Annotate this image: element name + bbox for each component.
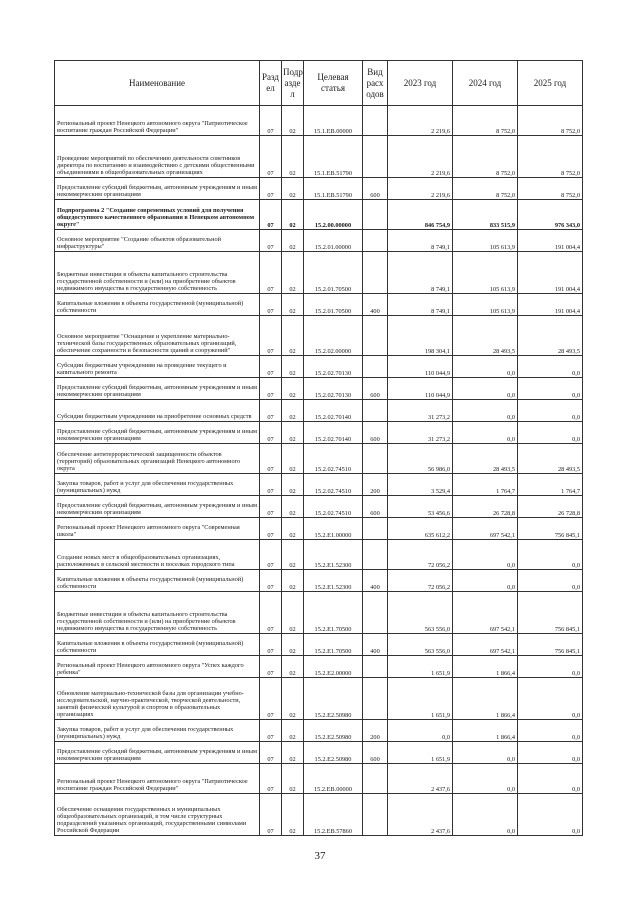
row-target: 15.2.01.70500 [304,252,363,294]
row-podrazdel: 02 [282,540,304,570]
table-row [55,444,583,474]
row-podrazdel: 02 [282,742,304,764]
table-row [55,422,583,444]
row-vid: 400 [363,570,388,592]
page-number: 37 [314,850,326,862]
row-podrazdel: 02 [282,316,304,356]
row-2023: 2 437,6 [388,794,453,836]
row-vid [363,136,388,178]
row-2024: 8 752,0 [453,136,518,178]
row-name: Обеспечение оснащения государственных и муниципальных общеобразовательных организаций, в том числе структурных подразделений указанных организаций, государственными символами Российской Федерации [55,794,260,836]
row-2024: 1 764,7 [453,474,518,496]
row-2024: 0,0 [453,742,518,764]
row-2024: 0,0 [453,378,518,400]
row-name: Бюджетные инвестиции в объекты капитального строительства государственной собственности и (или) на приобретение объектов недвижимого имущества в государственную собственность [55,252,260,294]
row-vid [363,678,388,720]
row-2025: 26 728,8 [518,496,583,518]
row-2023: 8 749,1 [388,230,453,252]
row-2025: 0,0 [518,540,583,570]
row-razdel: 07 [260,474,282,496]
row-2024: 105 613,9 [453,294,518,316]
row-podrazdel: 02 [282,252,304,294]
header-podrazdel: Подр азде л [282,61,304,106]
row-2024: 26 728,8 [453,496,518,518]
row-2025: 0,0 [518,764,583,794]
row-2025: 0,0 [518,656,583,678]
row-2024: 105 613,9 [453,230,518,252]
row-2025: 0,0 [518,356,583,378]
row-2023: 563 556,0 [388,634,453,656]
row-2024: 697 542,1 [453,634,518,656]
row-podrazdel: 02 [282,200,304,230]
row-vid: 600 [363,378,388,400]
table-row [55,474,583,496]
table-row [55,496,583,518]
table-row [55,200,583,230]
row-vid [363,794,388,836]
row-podrazdel: 02 [282,764,304,794]
row-2023: 2 219,6 [388,178,453,200]
table-row [55,518,583,540]
row-vid [363,764,388,794]
row-podrazdel: 02 [282,230,304,252]
row-2024: 0,0 [453,540,518,570]
table-row [55,356,583,378]
row-podrazdel: 02 [282,178,304,200]
row-razdel: 07 [260,678,282,720]
table-row [55,178,583,200]
row-name: Создание новых мест в общеобразовательных организациях, расположенных в сельской местности и поселках городского типа [55,540,260,570]
row-vid [363,316,388,356]
row-2025: 0,0 [518,742,583,764]
row-name: Предоставление субсидий бюджетным, автономным учреждениям и иным некоммерческим организациям [55,378,260,400]
row-target: 15.2.02.70140 [304,422,363,444]
header-name: Наименование [55,61,260,106]
row-name: Капитальные вложения в объекты государственной (муниципальной) собственности [55,634,260,656]
header-razdel: Разд ел [260,61,282,106]
row-2023: 110 044,9 [388,378,453,400]
row-vid [363,540,388,570]
table-row [55,316,583,356]
row-2023: 635 612,2 [388,518,453,540]
table-row [55,678,583,720]
row-2025: 976 343,0 [518,200,583,230]
row-2024: 833 515,9 [453,200,518,230]
row-2023: 198 304,1 [388,316,453,356]
row-2024: 28 493,5 [453,316,518,356]
row-razdel: 07 [260,356,282,378]
row-2023: 56 986,0 [388,444,453,474]
row-2025: 28 493,5 [518,444,583,474]
row-vid [363,356,388,378]
row-razdel: 07 [260,178,282,200]
row-2024: 0,0 [453,400,518,422]
row-name: Субсидии бюджетным учреждениям на проведение текущего и капитального ремонта [55,356,260,378]
row-podrazdel: 02 [282,422,304,444]
row-razdel: 07 [260,316,282,356]
table-row [55,764,583,794]
row-razdel: 07 [260,592,282,634]
row-2025: 8 752,0 [518,136,583,178]
table-row [55,230,583,252]
row-2024: 0,0 [453,570,518,592]
row-2024: 105 613,9 [453,252,518,294]
row-2024: 0,0 [453,794,518,836]
table-row [55,720,583,742]
row-podrazdel: 02 [282,570,304,592]
row-vid [363,592,388,634]
row-name: Обеспечение антитеррористической защищенности объектов (территорий) образовательных организаций Ненецкого автономного округа [55,444,260,474]
header-target: Целевая статья [304,61,363,106]
budget-table-page [54,60,582,836]
row-2025: 756 845,1 [518,634,583,656]
row-vid [363,400,388,422]
row-target: 15.2.E2.50980 [304,678,363,720]
row-vid: 200 [363,474,388,496]
row-vid: 600 [363,496,388,518]
row-2025: 0,0 [518,720,583,742]
row-name: Региональный проект Ненецкого автономного округа "Патриотическое воспитание граждан Российской Федерации" [55,106,260,136]
row-2023: 2 219,6 [388,136,453,178]
budget-table [54,60,583,836]
row-target: 15.1.EB.00000 [304,106,363,136]
row-podrazdel: 02 [282,136,304,178]
row-2024: 28 493,5 [453,444,518,474]
row-razdel: 07 [260,540,282,570]
row-2025: 1 764,7 [518,474,583,496]
row-podrazdel: 02 [282,720,304,742]
row-target: 15.2.02.00000 [304,316,363,356]
row-2024: 1 866,4 [453,720,518,742]
row-2025: 0,0 [518,400,583,422]
row-target: 15.2.01.70500 [304,294,363,316]
row-podrazdel: 02 [282,678,304,720]
row-razdel: 07 [260,378,282,400]
row-2025: 0,0 [518,678,583,720]
table-header-row [55,61,583,106]
row-target: 15.2.02.74510 [304,444,363,474]
row-razdel: 07 [260,252,282,294]
row-name: Основное мероприятие "Создание объектов образовательной инфраструктуры" [55,230,260,252]
row-vid [363,230,388,252]
row-name: Субсидии бюджетным учреждениям на приобретение основных средств [55,400,260,422]
row-name: Основное мероприятие "Оснащение и укрепление материально-технической базы государственных образовательных организаций, обеспечение сохранности и безопасности зданий и сооружений" [55,316,260,356]
row-2023: 2 437,6 [388,764,453,794]
table-row [55,634,583,656]
row-target: 15.2.E1.70500 [304,592,363,634]
row-name: Предоставление субсидий бюджетным, автономным учреждениям и иным некоммерческим организациям [55,742,260,764]
row-2024: 697 542,1 [453,592,518,634]
table-row [55,106,583,136]
row-target: 15.2.02.70140 [304,400,363,422]
row-2025: 756 845,1 [518,592,583,634]
table-row [55,540,583,570]
table-body [55,106,583,836]
row-2025: 191 004,4 [518,230,583,252]
row-2023: 110 044,9 [388,356,453,378]
row-podrazdel: 02 [282,400,304,422]
row-vid [363,656,388,678]
row-vid [363,444,388,474]
row-razdel: 07 [260,400,282,422]
row-2023: 53 456,6 [388,496,453,518]
row-target: 15.2.E1.52300 [304,540,363,570]
row-podrazdel: 02 [282,656,304,678]
row-name: Региональный проект Ненецкого автономного округа "Современная школа" [55,518,260,540]
table-row [55,592,583,634]
row-razdel: 07 [260,570,282,592]
row-target: 15.2.01.00000 [304,230,363,252]
row-vid: 600 [363,742,388,764]
row-name: Закупка товаров, работ и услуг для обеспечения государственных (муниципальных) нужд [55,474,260,496]
row-2024: 0,0 [453,764,518,794]
header-2024: 2024 год [453,61,518,106]
row-vid [363,200,388,230]
row-podrazdel: 02 [282,356,304,378]
row-target: 15.2.02.74510 [304,496,363,518]
row-target: 15.2.E2.50980 [304,720,363,742]
row-2024: 0,0 [453,422,518,444]
row-podrazdel: 02 [282,634,304,656]
table-row [55,570,583,592]
row-target: 15.2.EB.00000 [304,764,363,794]
row-name: Проведение мероприятий по обеспечению деятельности советников директора по воспитанию и взаимодействию с детскими общественными объединениями в общеобразовательных организациях [55,136,260,178]
row-2024: 8 752,0 [453,106,518,136]
row-name: Обновление материально-технической базы для организации учебно-исследовательской, научно-практической, творческой деятельности, занятий физической культурой и спортом в образовательных организациях [55,678,260,720]
table-row [55,136,583,178]
row-target: 15.2.E1.52300 [304,570,363,592]
row-vid: 400 [363,634,388,656]
row-target: 15.2.E1.70500 [304,634,363,656]
row-2024: 697 542,1 [453,518,518,540]
table-row [55,378,583,400]
row-razdel: 07 [260,794,282,836]
row-razdel: 07 [260,422,282,444]
header-2025: 2025 год [518,61,583,106]
row-target: 15.2.E2.50980 [304,742,363,764]
row-vid [363,518,388,540]
row-podrazdel: 02 [282,496,304,518]
row-vid: 200 [363,720,388,742]
row-name: Капитальные вложения в объекты государственной (муниципальной) собственности [55,570,260,592]
row-name: Предоставление субсидий бюджетным, автономным учреждениям и иным некоммерческим организациям [55,496,260,518]
row-2023: 2 219,6 [388,106,453,136]
table-row [55,656,583,678]
row-name: Бюджетные инвестиции в объекты капитального строительства государственной собственности и (или) на приобретение объектов недвижимого имущества в государственную собственность [55,592,260,634]
row-razdel: 07 [260,106,282,136]
row-razdel: 07 [260,230,282,252]
row-vid [363,106,388,136]
row-2023: 72 056,2 [388,540,453,570]
row-2023: 3 529,4 [388,474,453,496]
row-razdel: 07 [260,720,282,742]
row-vid: 600 [363,422,388,444]
table-row [55,294,583,316]
row-razdel: 07 [260,742,282,764]
row-razdel: 07 [260,656,282,678]
row-2023: 1 651,9 [388,678,453,720]
row-2023: 31 273,2 [388,400,453,422]
row-target: 15.2.02.74510 [304,474,363,496]
row-2023: 72 056,2 [388,570,453,592]
row-razdel: 07 [260,518,282,540]
row-podrazdel: 02 [282,474,304,496]
row-2025: 8 752,0 [518,178,583,200]
row-podrazdel: 02 [282,794,304,836]
row-razdel: 07 [260,444,282,474]
row-razdel: 07 [260,294,282,316]
row-name: Региональный проект Ненецкого автономного округа "Патриотическое воспитание граждан Российской Федерации" [55,764,260,794]
row-target: 15.1.EB.51790 [304,136,363,178]
row-2023: 563 556,0 [388,592,453,634]
header-2023: 2023 год [388,61,453,106]
row-2023: 846 754,9 [388,200,453,230]
row-name: Предоставление субсидий бюджетным, автономным учреждениям и иным некоммерческим организациям [55,178,260,200]
header-vid: Вид расх одов [363,61,388,106]
row-2023: 8 749,1 [388,294,453,316]
row-razdel: 07 [260,496,282,518]
row-vid: 400 [363,294,388,316]
row-razdel: 07 [260,136,282,178]
row-target: 15.2.EB.57860 [304,794,363,836]
row-name: Капитальные вложения в объекты государственной (муниципальной) собственности [55,294,260,316]
row-vid: 600 [363,178,388,200]
table-row [55,400,583,422]
row-2023: 8 749,1 [388,252,453,294]
row-podrazdel: 02 [282,592,304,634]
row-razdel: 07 [260,634,282,656]
row-target: 15.2.E2.00000 [304,656,363,678]
row-podrazdel: 02 [282,106,304,136]
row-podrazdel: 02 [282,378,304,400]
row-podrazdel: 02 [282,444,304,474]
row-2023: 1 651,9 [388,742,453,764]
row-2024: 0,0 [453,356,518,378]
row-2024: 1 866,4 [453,656,518,678]
row-2025: 8 752,0 [518,106,583,136]
row-2024: 1 866,4 [453,678,518,720]
row-2025: 0,0 [518,794,583,836]
row-name: Закупка товаров, работ и услуг для обеспечения государственных (муниципальных) нужд [55,720,260,742]
row-name: Предоставление субсидий бюджетным, автономным учреждениям и иным некоммерческим организациям [55,422,260,444]
row-2023: 0,0 [388,720,453,742]
row-2023: 1 651,9 [388,656,453,678]
row-razdel: 07 [260,764,282,794]
table-row [55,252,583,294]
row-target: 15.2.E1.00000 [304,518,363,540]
row-target: 15.2.02.70130 [304,356,363,378]
row-2025: 191 004,4 [518,252,583,294]
row-2023: 31 273,2 [388,422,453,444]
row-target: 15.2.00.00000 [304,200,363,230]
row-target: 15.2.02.70130 [304,378,363,400]
table-row [55,794,583,836]
row-2025: 756 845,1 [518,518,583,540]
row-razdel: 07 [260,200,282,230]
row-2025: 191 004,4 [518,294,583,316]
row-name: Подпрограмма 2 "Создание современных условий для получения общедоступного качественного образования в Ненецком автономном округе" [55,200,260,230]
row-name: Региональный проект Ненецкого автономного округа "Успех каждого ребенка" [55,656,260,678]
row-2025: 0,0 [518,422,583,444]
row-podrazdel: 02 [282,294,304,316]
row-2024: 8 752,0 [453,178,518,200]
row-2025: 28 493,5 [518,316,583,356]
row-podrazdel: 02 [282,518,304,540]
row-2025: 0,0 [518,570,583,592]
row-vid [363,252,388,294]
table-row [55,742,583,764]
row-2025: 0,0 [518,378,583,400]
row-target: 15.1.EB.51790 [304,178,363,200]
